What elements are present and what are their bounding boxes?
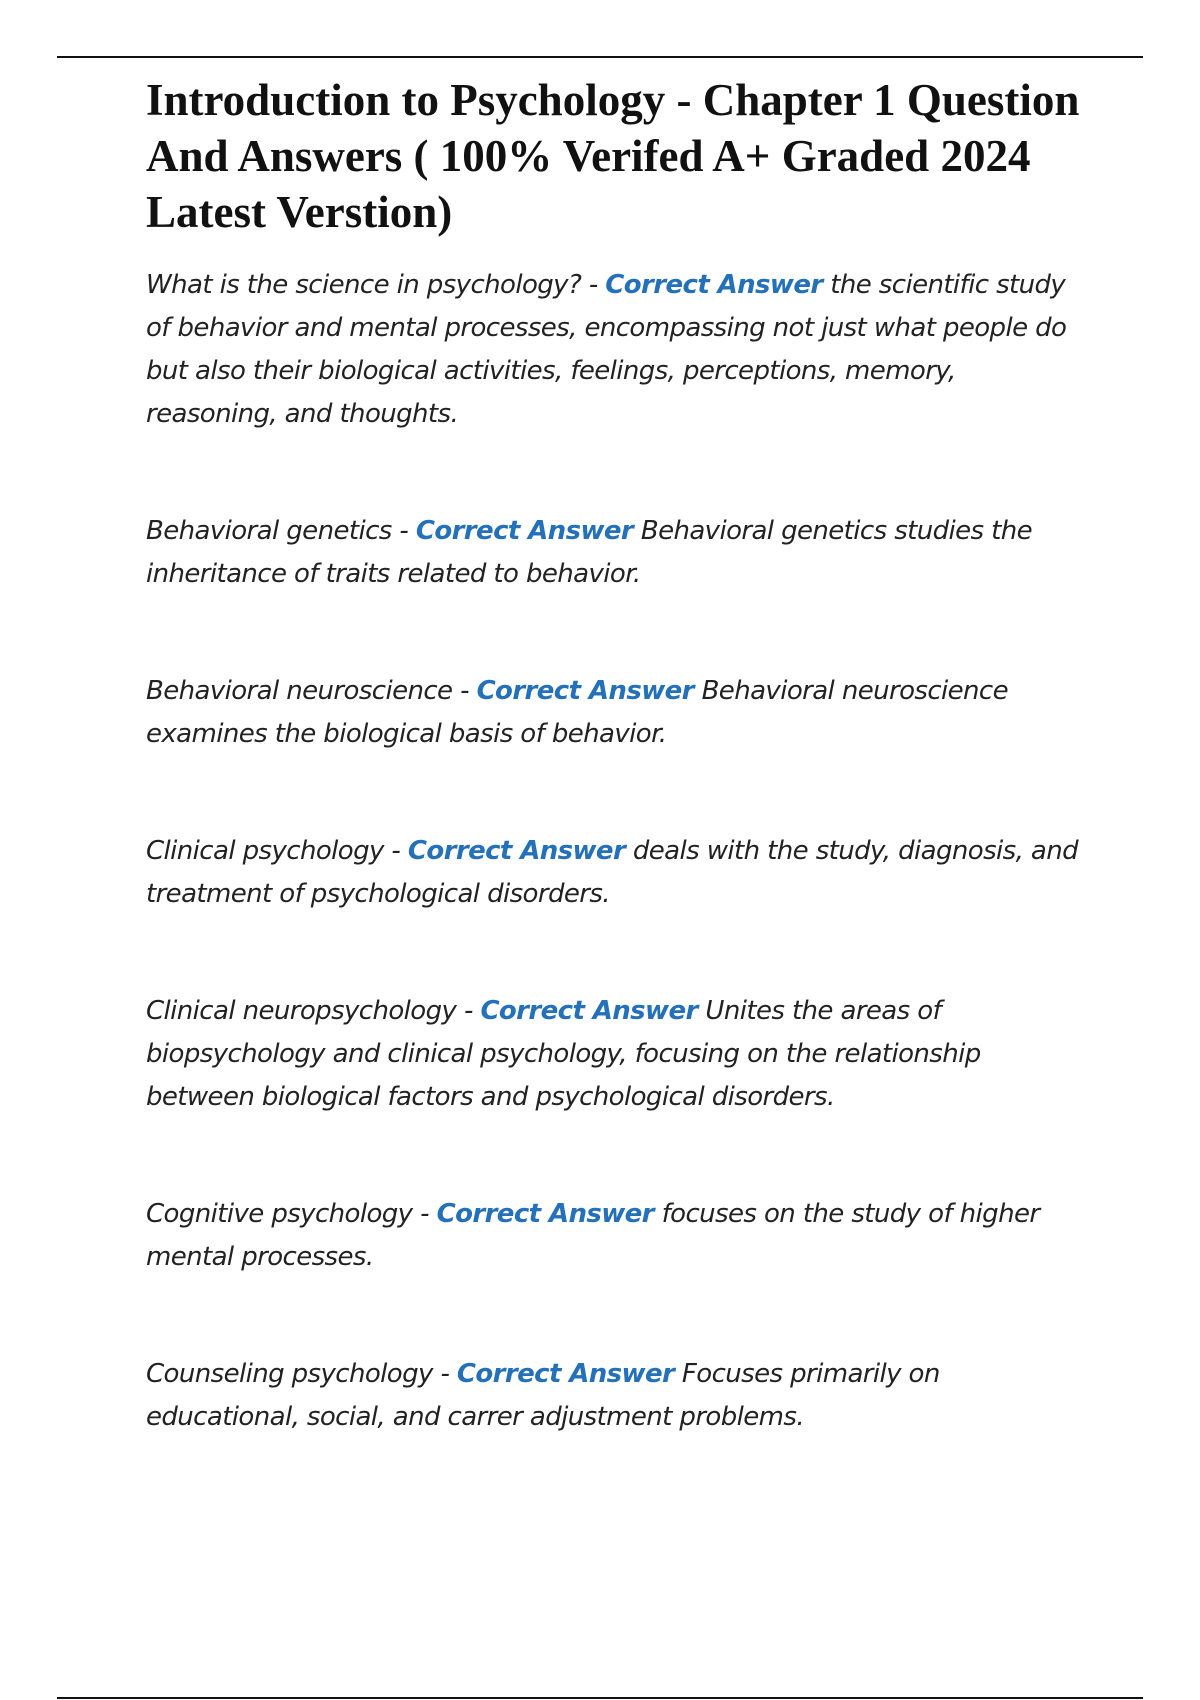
qa-separator: - bbox=[383, 836, 408, 866]
correct-answer-label: Correct Answer bbox=[436, 1199, 654, 1229]
correct-answer-label: Correct Answer bbox=[456, 1359, 675, 1389]
correct-answer-label: Correct Answer bbox=[407, 836, 626, 866]
qa-term: Behavioral genetics bbox=[146, 516, 392, 546]
correct-answer-label: Correct Answer bbox=[415, 516, 634, 546]
correct-answer-label: Correct Answer bbox=[476, 676, 694, 706]
qa-item-counseling-psychology bbox=[146, 1353, 1086, 1439]
qa-separator: - bbox=[456, 996, 481, 1026]
qa-term: Clinical neuropsychology bbox=[146, 996, 457, 1026]
bottom-rule bbox=[57, 1697, 1143, 1699]
qa-term: Cognitive psychology bbox=[146, 1199, 413, 1229]
document-title: Introduction to Psychology - Chapter 1 Question And Answers ( 100% Verifed A+ Graded 2024 Latest Verstion) bbox=[146, 75, 1089, 237]
qa-separator: - bbox=[432, 1359, 457, 1389]
qa-item-behavioral-neuroscience bbox=[146, 670, 1086, 756]
qa-answer: Focuses primarily on educational, social, and carrer adjustment problems. bbox=[146, 1359, 940, 1432]
correct-answer-label: Correct Answer bbox=[605, 270, 823, 300]
qa-answer: the scientific study of behavior and mental processes, encompassing not just what people do but also their biological activities, feelings, perceptions, memory, reasoning, and thoughts. bbox=[146, 270, 1067, 429]
qa-item-science bbox=[146, 264, 1086, 436]
qa-term: Counseling psychology bbox=[146, 1359, 433, 1389]
qa-item-clinical-psychology bbox=[146, 830, 1086, 916]
qa-separator: - bbox=[452, 676, 477, 706]
qa-term: Clinical psychology bbox=[146, 836, 384, 866]
qa-term: What is the science in psychology? bbox=[146, 270, 582, 300]
qa-item-clinical-neuropsychology bbox=[146, 990, 1086, 1119]
qa-term: Behavioral neuroscience bbox=[146, 676, 453, 706]
qa-answer: deals with the study, diagnosis, and treatment of psychological disorders. bbox=[146, 836, 1079, 909]
qa-item-behavioral-genetics bbox=[146, 510, 1086, 596]
qa-answer: Behavioral genetics studies the inheritance of traits related to behavior. bbox=[146, 516, 1033, 589]
qa-answer: focuses on the study of higher mental processes. bbox=[146, 1199, 1040, 1272]
qa-answer: Behavioral neuroscience examines the biological basis of behavior. bbox=[146, 676, 1009, 749]
qa-separator: - bbox=[391, 516, 416, 546]
qa-separator: - bbox=[412, 1199, 437, 1229]
document-page bbox=[146, 72, 1089, 1439]
correct-answer-label: Correct Answer bbox=[480, 996, 698, 1026]
qa-answer: Unites the areas of biopsychology and clinical psychology, focusing on the relationship between biological factors and psychological disorders. bbox=[146, 996, 981, 1112]
top-rule bbox=[57, 56, 1143, 58]
qa-separator: - bbox=[581, 270, 606, 300]
qa-item-cognitive-psychology bbox=[146, 1193, 1086, 1279]
